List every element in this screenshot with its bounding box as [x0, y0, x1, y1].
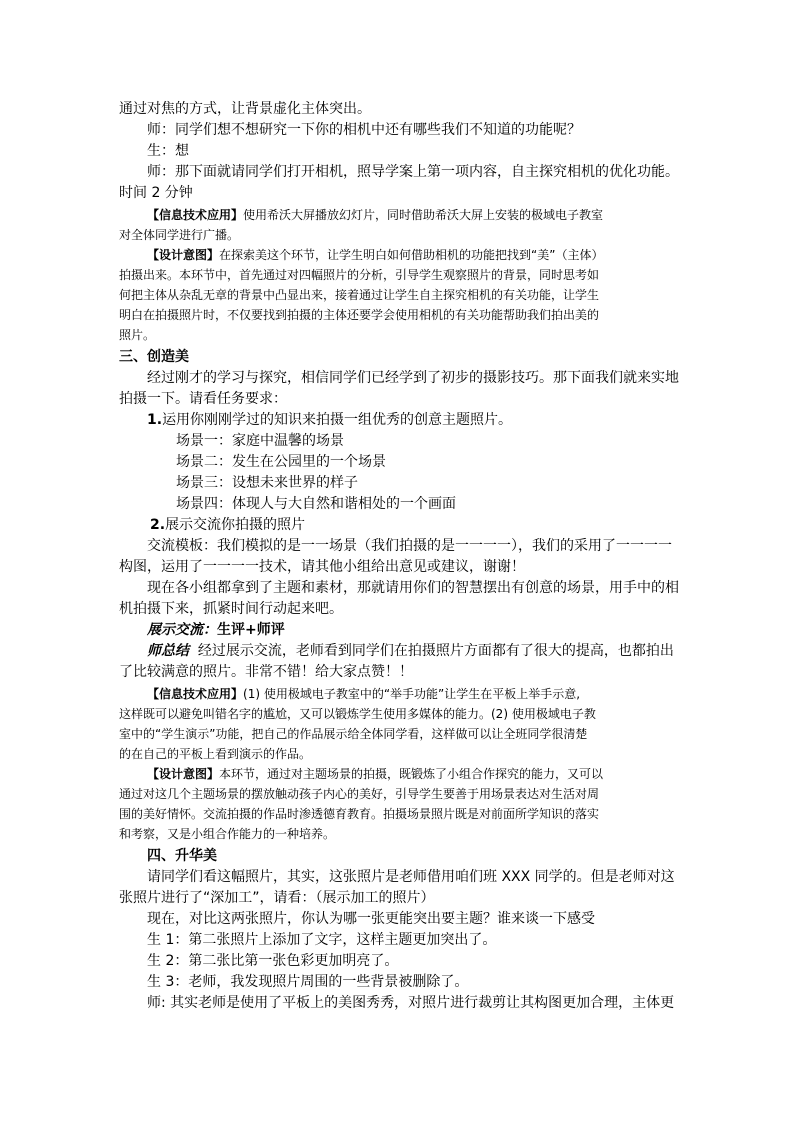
note-tag: 【设计意图】 — [147, 767, 220, 781]
note-line: 和考察，又是小组合作能力的一种培养。 — [119, 827, 336, 841]
paragraph-line — [147, 641, 674, 661]
paragraph-line: 现在各小组都拿到了主题和素材，那就请用你们的智慧摆出有创意的场景，用手中的相 — [147, 580, 679, 596]
paragraph-line: 经过刚才的学习与探究，相信同学们已经学到了初步的摄影技巧。那下面我们就来实地 — [147, 370, 679, 386]
note-tag: 【设计意图】 — [147, 248, 220, 262]
scene-item: 场景二：发生在公园里的一个场景 — [176, 454, 386, 470]
paragraph-line: 时间 2 分钟 — [119, 185, 193, 201]
paragraph-line: 交流模板：我们模拟的是一一场景（我们拍摄的是一一一一），我们的采用了一一一一 — [147, 538, 672, 554]
note-line: 围的美好情怀。交流拍摄的作品时渗透德育教育。拍摄场景照片既是对前面所学知识的落实 — [119, 807, 600, 821]
section-heading: 四、升华美 — [147, 848, 217, 864]
note-line: 照片。 — [119, 328, 156, 342]
note-text: 使用希沃大屏播放幻灯片，同时借助希沃大屏上安装的极域电子教室 — [243, 208, 604, 222]
note-text: (1) 使用极域电子教室中的“举手功能”让学生在平板上举手示意, — [243, 687, 581, 701]
note-tag: 【信息技术应用】 — [147, 208, 244, 222]
section-heading: 三、创造美 — [119, 349, 189, 365]
dialogue-line: 生 2：第二张比第一张色彩更加明亮了。 — [147, 953, 399, 969]
task-text: 运用你刚刚学过的知识来拍摄一组优秀的创意主题照片。 — [162, 412, 513, 428]
note-line: 拍摄出来。本环节中，首先通过对四幅照片的分析，引导学生观察照片的背景，同时思考如 — [119, 268, 600, 282]
note-line: 何把主体从杂乱无章的背景中凸显出来，接着通过让学生自主探究相机的有关功能，让学生 — [119, 288, 600, 302]
dialogue-line: 师：那下面就请同学们打开相机，照导学案上第一项内容，自主探究相机的优化功能。 — [147, 164, 679, 180]
subheading-label: 展示交流： — [147, 622, 217, 638]
scene-item: 场景三：设想未来世界的样子 — [176, 475, 358, 491]
paragraph-line: 现在，对比这两张照片，你认为哪一张更能突出要主题？谁来谈一下感受 — [147, 911, 595, 927]
paragraph-line: 请同学们看这幅照片，其实，这张照片是老师借用咱们班 XXX 同学的。但是老师对这 — [147, 869, 675, 885]
summary-text: 经过展示交流，老师看到同学们在拍摄照片方面都有了很大的提高，也都拍出 — [197, 643, 674, 659]
it-application-note — [147, 206, 603, 224]
task-number: 2. — [150, 517, 166, 533]
paragraph-line: 机拍摄下来，抓紧时间行动起来吧。 — [119, 601, 343, 617]
paragraph-line: 张照片进行了“深加工”，请看：（展示加工的照片） — [119, 890, 435, 906]
scene-item: 场景一：家庭中温馨的场景 — [176, 433, 344, 449]
note-text: 在探索美这个环节，让学生明白如何借助相机的功能把找到“美”（主体） — [219, 248, 604, 262]
task-text: 展示交流你拍摄的照片 — [165, 517, 306, 533]
note-line: 通过对这几个主题场景的摆放触动孩子内心的美好，引导学生要善于用场景表达对生活对周 — [119, 787, 600, 801]
it-application-note — [147, 685, 580, 703]
subheading-text: 生评+师评 — [217, 622, 285, 638]
scene-item: 场景四：体现人与大自然和谐相处的一个画面 — [176, 496, 456, 512]
paragraph-line: 构图，运用了一一一一技术，请其他小组给出意见或建议，谢谢！ — [119, 559, 525, 575]
note-line: 对全体同学进行广播。 — [119, 228, 240, 242]
paragraph-line: 了比较满意的照片。非常不错！给大家点赞！！ — [119, 664, 413, 680]
dialogue-line: 师：同学们想不想研究一下你的相机中还有哪些我们不知道的功能呢？ — [147, 122, 581, 138]
design-intent-note — [147, 246, 603, 264]
task-item — [150, 515, 305, 535]
dialogue-line: 师: 其实老师是使用了平板上的美图秀秀，对照片进行裁剪让其构图更加合理，主体更 — [147, 995, 675, 1011]
note-line: 明白在拍摄照片时，不仅要找到拍摄的主体还要学会使用相机的有关功能帮助我们拍出美的 — [119, 308, 600, 322]
note-text: 本环节，通过对主题场景的拍摄，既锻炼了小组合作探究的能力，又可以 — [219, 767, 604, 781]
paragraph-line: 通过对焦的方式，让背景虚化主体突出。 — [119, 101, 371, 117]
task-item — [147, 410, 512, 430]
dialogue-line: 生 3：老师，我发现照片周围的一些背景被删除了。 — [147, 974, 469, 990]
subheading-line — [147, 620, 285, 640]
dialogue-line: 生：想 — [147, 143, 189, 159]
note-line: 的在自己的平板上看到演示的作品。 — [119, 747, 312, 761]
paragraph-line: 拍摄一下。请看任务要求： — [119, 391, 287, 407]
note-line: 这样既可以避免叫错名字的尴尬，又可以锻炼学生使用多媒体的能力。(2) 使用极域电子教 — [119, 707, 596, 721]
summary-label: 师总结 — [147, 643, 189, 659]
note-line: 室中的“学生演示”功能，把自己的作品展示给全体同学看，这样做可以让全班同学很清楚 — [119, 727, 588, 741]
design-intent-note — [147, 765, 603, 783]
note-tag: 【信息技术应用】 — [147, 687, 244, 701]
dialogue-line: 生 1：第二张照片上添加了文字，这样主题更加突出了。 — [147, 932, 497, 948]
task-number: 1. — [147, 412, 163, 428]
